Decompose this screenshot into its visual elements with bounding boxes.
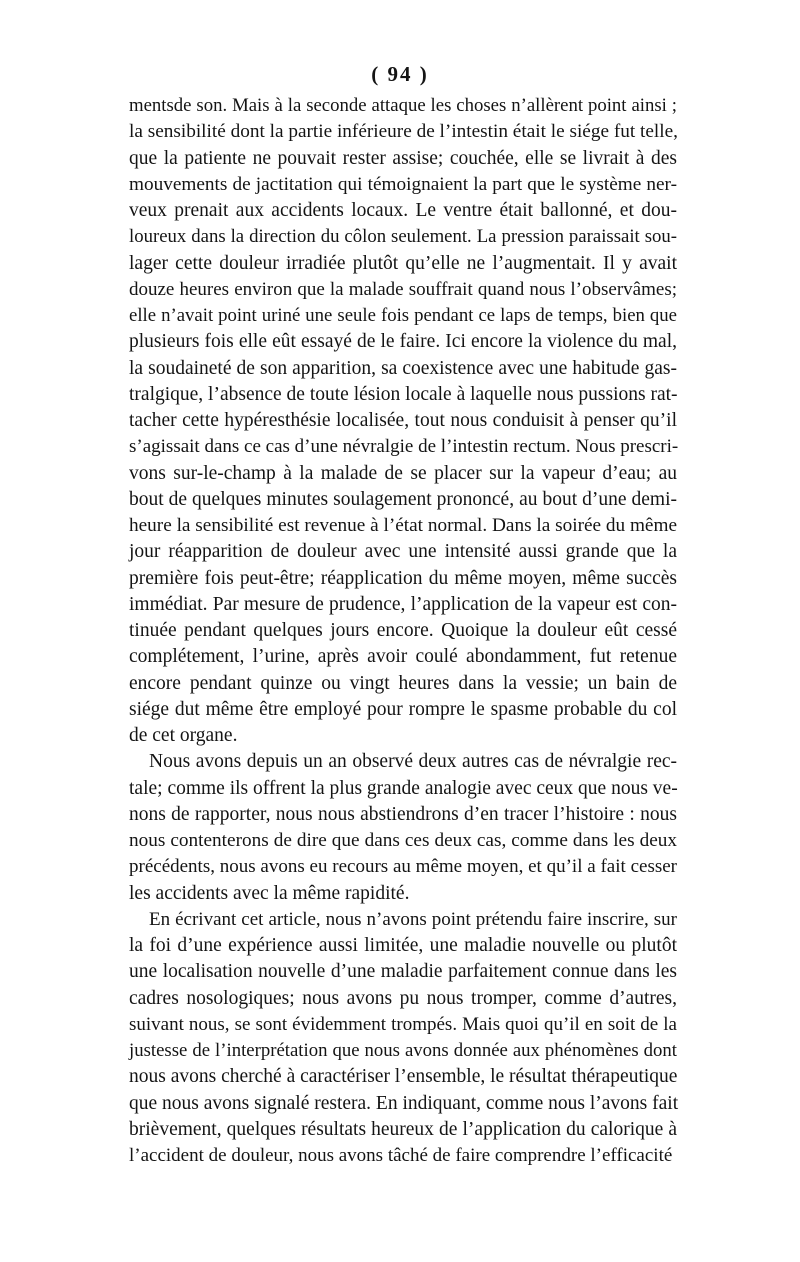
paragraph: [129, 93, 677, 749]
text-line: En écrivant cet article, nous n’avons point prétendu faire inscrire, sur: [149, 908, 677, 930]
text-line: mouvements de jactitation qui témoignaient la part que le système ner-: [129, 173, 677, 195]
text-line: nons de rapporter, nous nous abstiendrons d’en tracer l’histoire : nous: [129, 803, 677, 825]
text-line: complétement, l’urine, après avoir coulé abondamment, fut retenue: [129, 646, 677, 668]
text-line: plusieurs fois elle eût essayé de le faire. Ici encore la violence du mal,: [129, 331, 677, 353]
text-line: précédents, nous avons eu recours au même moyen, et qu’il a fait cesser: [129, 856, 677, 878]
page-number: ( 94 ): [371, 62, 429, 86]
text-line: tale; comme ils offrent la plus grande analogie avec ceux que nous ve-: [129, 777, 678, 799]
text-line: tacher cette hypéresthésie localisée, tout nous conduisit à penser qu’il: [129, 410, 677, 431]
text-line: elle n’avait point uriné une seule fois pendant ce laps de temps, bien que: [129, 305, 677, 326]
text-line: Nous avons depuis un an observé deux autres cas de névralgie rec-: [149, 751, 677, 773]
text-line: brièvement, quelques résultats heureux de l’application du calorique à: [129, 1118, 677, 1140]
text-line: une localisation nouvelle d’une maladie parfaitement connue dans les: [129, 961, 677, 983]
text-line: que nous avons signalé restera. En indiquant, comme nous l’avons fait: [129, 1092, 679, 1114]
text-line: veux prenait aux accidents locaux. Le ventre était ballonné, et dou-: [129, 200, 677, 221]
text-line: la sensibilité dont la partie inférieure de l’intestin était le siége fut telle,: [129, 121, 678, 143]
text-line: immédiat. Par mesure de prudence, l’application de la vapeur est con-: [129, 593, 677, 615]
text-line: la foi d’une expérience aussi limitée, une maladie nouvelle ou plutôt: [129, 935, 677, 956]
text-line: tinuée pendant quelques jours encore. Quoique la douleur eût cessé: [129, 620, 677, 641]
paragraph: [129, 749, 677, 907]
paragraph: [129, 907, 677, 1170]
text-line: que la patiente ne pouvait rester assise; couchée, elle se livrait à des: [129, 147, 677, 169]
text-line: bout de quelques minutes soulagement prononcé, au bout d’une demi-: [129, 488, 677, 510]
text-line: cadres nosologiques; nous avons pu nous tromper, comme d’autres,: [129, 987, 677, 1009]
text-line: douze heures environ que la malade souffrait quand nous l’observâmes;: [129, 278, 677, 300]
text-line: l’accident de douleur, nous avons tâché de faire comprendre l’efficacité: [129, 1145, 673, 1166]
text-line: lager cette douleur irradiée plutôt qu’elle ne l’augmentait. Il y avait: [129, 252, 677, 274]
text-line: justesse de l’interprétation que nous avons donnée aux phénomènes dont: [129, 1040, 677, 1061]
text-line: encore pendant quinze ou vingt heures dans la vessie; un bain de: [129, 672, 677, 694]
text-line: suivant nous, se sont évidemment trompés. Mais quoi qu’il en soit de la: [129, 1013, 677, 1035]
text-line: mentsde son. Mais à la seconde attaque les choses n’allèrent point ainsi ;: [129, 95, 677, 116]
text-line: première fois peut-être; réapplication du même moyen, même succès: [129, 567, 677, 589]
text-line: s’agissait dans ce cas d’une névralgie de l’intestin rectum. Nous prescri-: [129, 436, 679, 458]
text-line: la soudaineté de son apparition, sa coexistence avec une habitude gas-: [129, 357, 677, 379]
text-line: tralgique, l’absence de toute lésion locale à laquelle nous pussions rat-: [129, 383, 678, 405]
body-text: [129, 93, 677, 1169]
text-line: vons sur-le-champ à la malade de se placer sur la vapeur d’eau; au: [129, 462, 677, 484]
text-line: heure la sensibilité est revenue à l’état normal. Dans la soirée du même: [129, 515, 677, 536]
text-line: nous avons cherché à caractériser l’ensemble, le résultat thérapeutique: [129, 1066, 678, 1088]
text-line: les accidents avec la même rapidité.: [129, 882, 410, 904]
text-line: de cet organe.: [129, 725, 238, 746]
text-line: siége dut même être employé pour rompre le spasme probable du col: [129, 698, 677, 720]
text-line: nous contenterons de dire que dans ces deux cas, comme dans les deux: [129, 830, 677, 851]
text-line: jour réapparition de douleur avec une intensité aussi grande que la: [129, 541, 677, 563]
text-line: loureux dans la direction du côlon seulement. La pression paraissait sou-: [129, 226, 677, 248]
